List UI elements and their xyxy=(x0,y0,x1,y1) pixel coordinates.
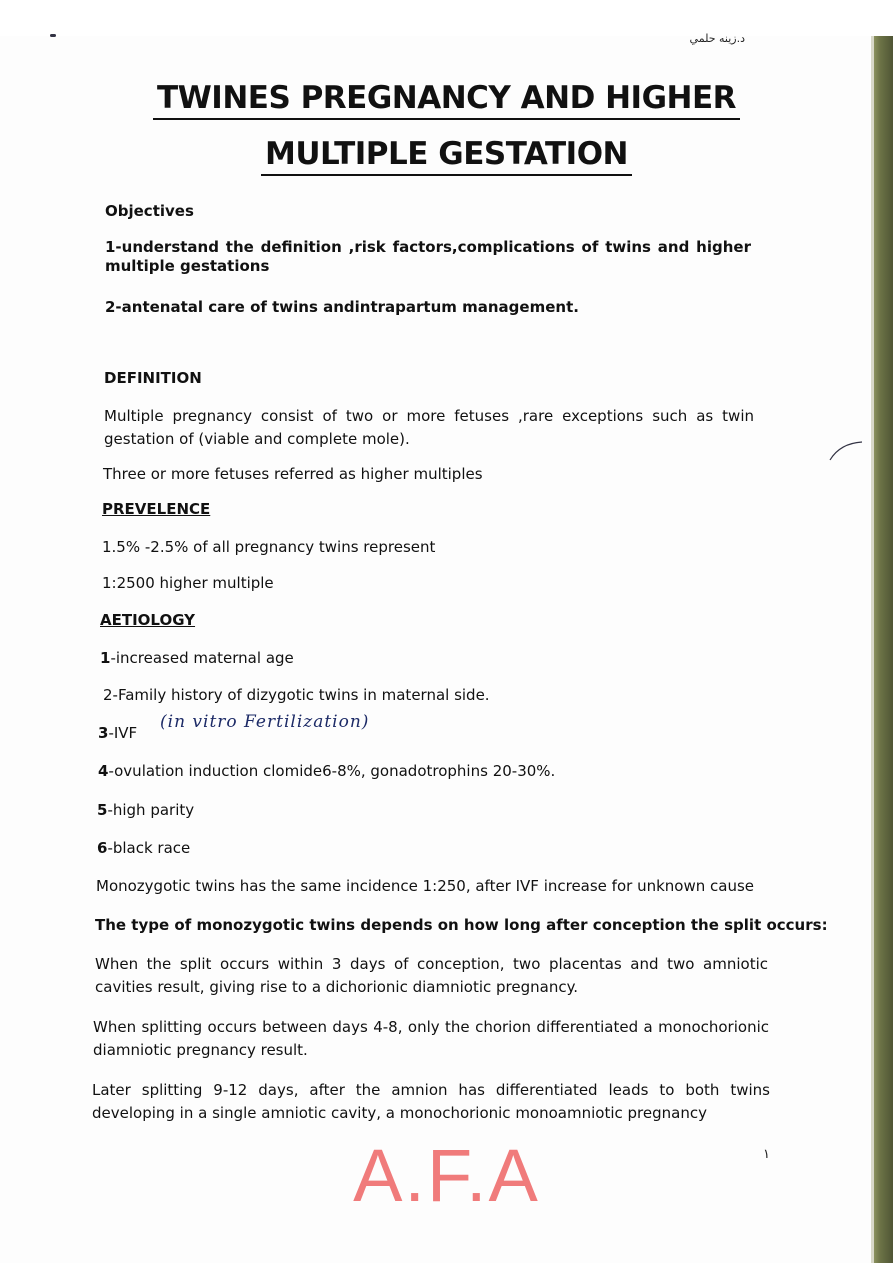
scan-edge-shadow xyxy=(871,36,893,1263)
higher-multiples-definition: Three or more fetuses referred as higher multiples xyxy=(103,465,483,483)
objective-item-2: 2-antenatal care of twins andintrapartum management. xyxy=(105,298,579,316)
aetiology-heading: AETIOLOGY xyxy=(100,611,196,629)
aetiology-item: 3-IVF xyxy=(98,724,138,742)
split-within-3-days: When the split occurs within 3 days of conception, two placentas and two amniotic cavities result, giving rise to a dichorionic diamniotic pregnancy. xyxy=(95,955,768,996)
pen-stroke-mark xyxy=(828,440,864,464)
aetiology-item: 5-high parity xyxy=(97,801,195,819)
split-days-9-12: Later splitting 9-12 days, after the amnion has differentiated leads to both twins developing in a single amniotic cavity, a monochorionic monoamniotic pregnancy xyxy=(92,1081,770,1122)
title-line-1: TWINES PREGNANCY AND HIGHER xyxy=(0,80,893,120)
definition-paragraph: Multiple pregnancy consist of two or more fetuses ,rare exceptions such as twin gestation of (viable and complete mole). xyxy=(104,407,754,448)
split-days-4-8: When splitting occurs between days 4-8, only the chorion differentiated a monochorionic diamniotic pregnancy result. xyxy=(93,1018,769,1059)
objective-item-1: 1-understand the definition ,risk factors,complications of twins and higher multiple gestations xyxy=(105,238,751,275)
definition-heading: DEFINITION xyxy=(104,369,202,387)
prevalence-higher-multiple: 1:2500 higher multiple xyxy=(102,574,274,592)
title-line-2: MULTIPLE GESTATION xyxy=(0,136,893,176)
monozygotic-incidence: Monozygotic twins has the same incidence 1:250, after IVF increase for unknown cause xyxy=(96,877,754,895)
aetiology-item: 1-increased maternal age xyxy=(100,649,294,667)
scan-speck xyxy=(50,34,56,37)
aetiology-item: 2-Family history of dizygotic twins in maternal side. xyxy=(103,686,490,704)
prevalence-heading: PREVELENCE xyxy=(102,500,211,518)
prevalence-twins: 1.5% -2.5% of all pregnancy twins represent xyxy=(102,538,436,556)
author-name: د.زينه حلمي xyxy=(689,32,745,45)
watermark: A.F.A xyxy=(353,1134,540,1217)
monozygotic-type-heading: The type of monozygotic twins depends on how long after conception the split occurs: xyxy=(95,916,828,934)
page-number: ١ xyxy=(763,1147,770,1162)
aetiology-item: 6-black race xyxy=(97,839,191,857)
scan-top-margin xyxy=(0,0,893,36)
objectives-heading: Objectives xyxy=(105,202,194,220)
handwritten-note: (in vitro Fertilization) xyxy=(160,712,370,732)
aetiology-item: 4-ovulation induction clomide6-8%, gonadotrophins 20-30%. xyxy=(98,762,556,780)
